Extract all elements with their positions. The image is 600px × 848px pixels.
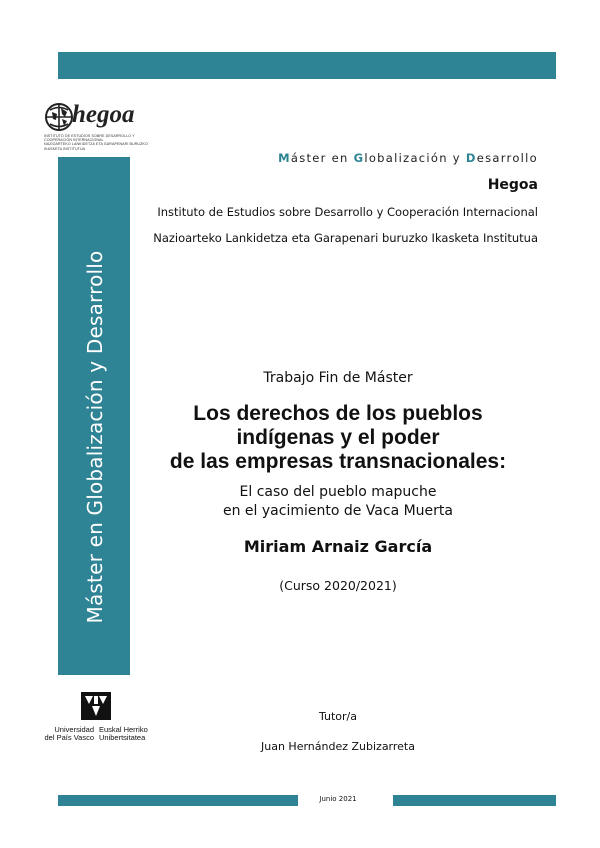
side-vertical-title: Máster en Globalización y Desarrollo — [83, 250, 107, 624]
upv-name-es: Universidad del País Vasco — [44, 725, 94, 742]
subtitle-line: El caso del pueblo mapuche — [239, 484, 437, 500]
submission-date: Junio 2021 — [319, 795, 357, 803]
title-line: de las empresas transnacionales: — [169, 450, 507, 473]
upv-name-eu: Euskal Herriko Unibertsitatea — [99, 725, 148, 742]
title-line: Los derechos de los pueblos — [193, 402, 483, 425]
institute-name-eu: Nazioarteko Lankidetza eta Garapenari buruzko Ikasketa Institutua — [153, 231, 538, 245]
hegoa-logo — [44, 101, 156, 151]
title-line: indígenas y el poder — [236, 426, 440, 449]
hegoa-logo-subtitle: INSTITUTO DE ESTUDIOS SOBRE DESARROLLO Y COOPERACIÓN INTERNACIONAL NAZIOARTEKO LANKIDETZA ETA GARAPENARI BURUZKO IKASKETA INSTITUTUA — [44, 134, 148, 151]
author-name: Miriam Arnaiz García — [243, 537, 433, 556]
top-accent-band — [58, 52, 556, 79]
document-type-label: Trabajo Fin de Máster — [263, 370, 413, 386]
organization-name: Hegoa — [487, 177, 538, 193]
tutor-label: Tutor/a — [318, 710, 358, 723]
thesis-subtitle — [130, 483, 546, 521]
academic-year: (Curso 2020/2021) — [279, 578, 397, 593]
thesis-title — [130, 402, 546, 474]
subtitle-line: en el yacimiento de Vaca Muerta — [223, 503, 453, 519]
hegoa-logo-word: hegoa — [72, 101, 135, 128]
upv-emblem-icon — [79, 688, 113, 722]
master-program-header: Máster en Globalización y Desarrollo — [278, 151, 538, 165]
institute-name-es: Instituto de Estudios sobre Desarrollo y Cooperación Internacional — [157, 205, 538, 219]
tutor-name: Juan Hernández Zubizarreta — [261, 740, 415, 753]
